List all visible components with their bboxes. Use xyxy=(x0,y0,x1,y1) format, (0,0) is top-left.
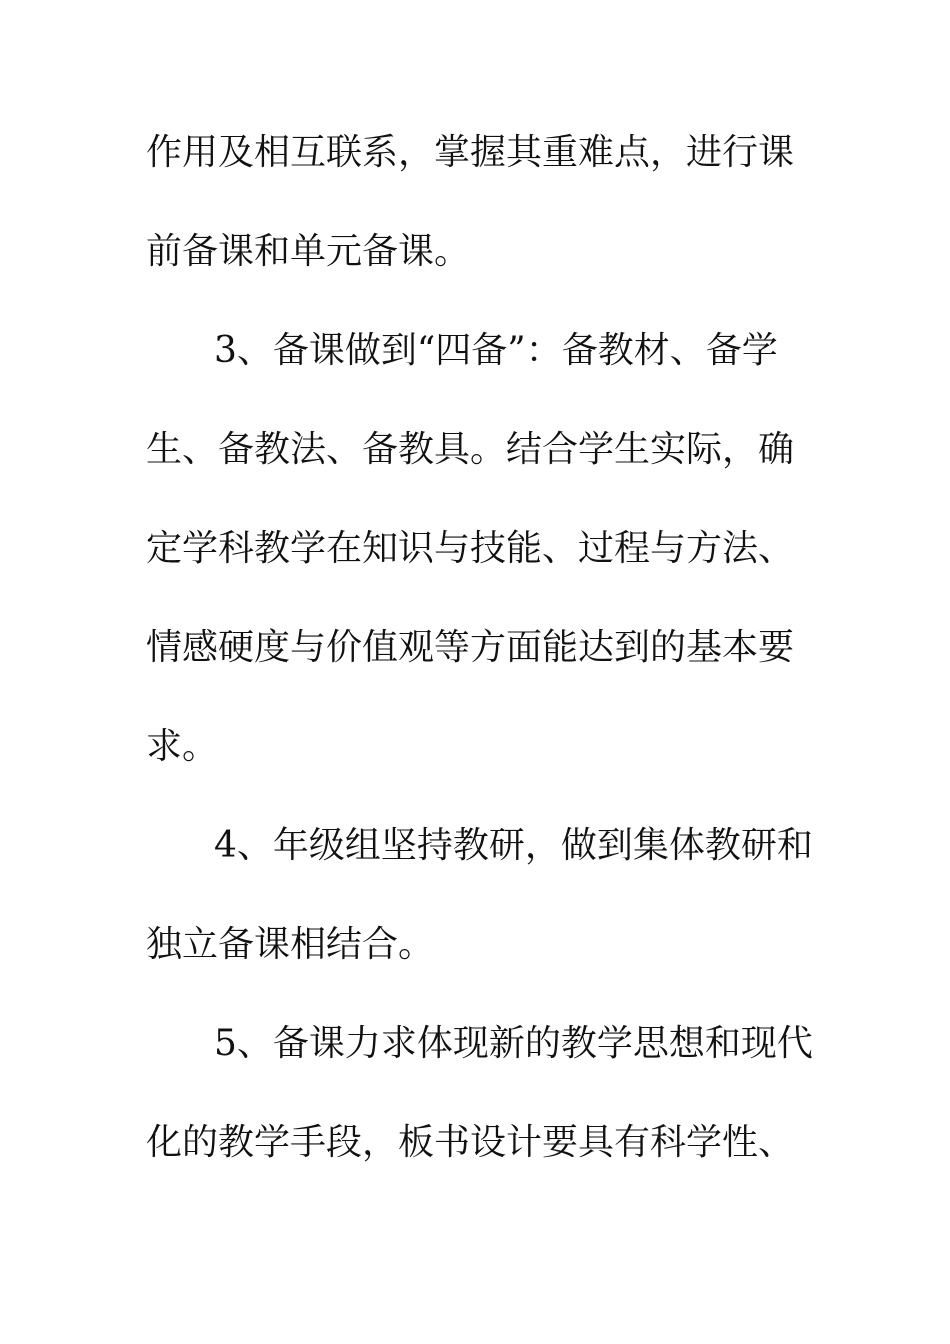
paragraph-3-start: 3、备课做到“四备”：备教材、备学 xyxy=(214,330,778,371)
text-line: 作用及相互联系，掌握其重难点，进行课 xyxy=(146,132,795,173)
text-line: 前备课和单元备课。 xyxy=(146,231,471,272)
text-line: 独立备课相结合。 xyxy=(146,924,435,965)
text-line: 化的教学手段，板书设计要具有科学性、 xyxy=(146,1122,795,1163)
paragraph-4-start: 4、年级组坚持教研，做到集体教研和 xyxy=(214,825,813,866)
text-line: 情感硬度与价值观等方面能达到的基本要 xyxy=(146,627,795,668)
paragraph-5-start: 5、备课力求体现新的教学思想和现代 xyxy=(214,1023,813,1064)
text-line: 生、备教法、备教具。结合学生实际，确 xyxy=(146,429,795,470)
text-line: 定学科教学在知识与技能、过程与方法、 xyxy=(146,528,795,569)
text-line: 求。 xyxy=(146,726,219,767)
